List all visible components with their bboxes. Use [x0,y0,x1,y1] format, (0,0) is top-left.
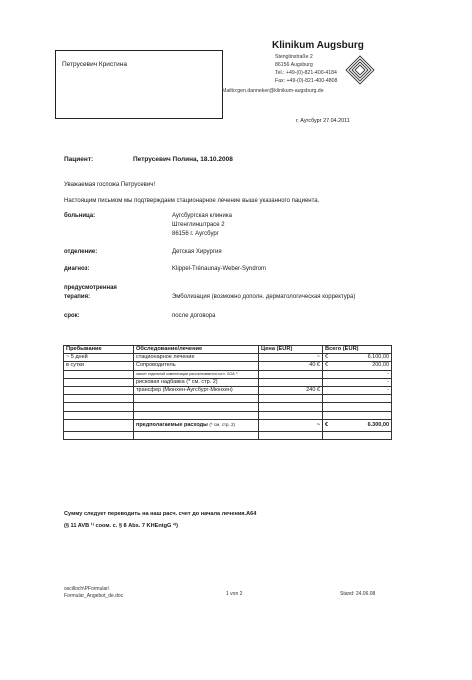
header-stay: Пребывание [64,346,134,354]
cell-price: ~ [259,354,323,362]
cell-currency: € [323,354,336,362]
cell-currency: € [323,362,336,370]
cell-total: - [336,370,392,378]
greeting: Уважаемая госпожа Петрусевич! [64,182,155,188]
department-value: Детская Хирургия [172,249,222,255]
cell-item: засчет отдельной компенсации рассчитываются согл. GOÄ ¹⁾ [134,370,259,378]
cell-price: 240 € [259,386,323,394]
header-price: Цена (EUR) [259,346,323,354]
term-label: срок: [64,313,80,319]
therapy-label-2: терапия: [64,294,91,300]
cell-price [259,378,323,386]
cell-item: стационарное лечение [134,354,259,362]
table-row [64,362,392,370]
cell-total: 200,00 [336,362,392,370]
table-header-row [64,346,392,354]
table-row [64,354,392,362]
clinic-tel: Tel.: +49-(0)-821-400-4184 [275,70,337,76]
table-total-row [64,419,392,431]
cell-price: 40 € [259,362,323,370]
cell-currency [323,378,336,386]
transfer-note-2: (§ 11 AVB ¹⁾ соом. с. § 8 Abs. 7 KHEntgG ²⁾) [64,523,179,529]
footer-path-1: oscilloch\PFormular\ [64,586,110,592]
cell-stay [64,370,134,378]
footer-page-number: 1 von 2 [226,591,243,597]
diagnosis-label: диагноз: [64,266,90,272]
total-price: ~ [259,419,323,431]
cell-currency [323,386,336,394]
clinic-city: 86156 Augsburg [275,62,313,68]
hospital-line-1: Аугсбургская клиника [172,213,232,219]
therapy-value: Эмболизация (возможно дополн. дерматологическая корректура) [172,294,356,300]
table-row [64,386,392,394]
header-total: Всего (EUR) [323,346,392,354]
term-value: после договора [172,313,216,319]
recipient-name: Петрусевич Кристина [62,61,128,68]
cell-currency [323,370,336,378]
hospital-line-3: 86156 г. Аугсбург [172,231,219,237]
table-row-empty [64,403,392,411]
cell-stay [64,378,134,386]
total-currency: € [323,419,336,431]
table-row-empty [64,395,392,403]
clinic-fax: Fax: +49-(0)-821-400-4808 [275,78,338,84]
intro-text: Настоящим письмом мы подтверждаем стационарное лечение выше указанного пациента. [64,198,320,204]
total-amount: 6.300,00 [336,419,392,431]
therapy-label-1: предусмотренная [64,285,117,291]
table-row-empty [64,431,392,439]
clinic-street: Stenglinstraße 2 [275,54,313,60]
total-note: (* см. стр. 2) [209,422,236,428]
hospital-line-2: Штенглинштрасе 2 [172,222,225,228]
department-label: отделение: [64,249,98,255]
cell-stay [64,386,134,394]
cell-item: рисковая надбавка (* см. стр. 2) [134,378,259,386]
table-row-empty [64,411,392,419]
patient-value: Петрусевич Полина, 18.10.2008 [133,156,233,163]
footer-path-2: Formular_Angebot_de.doc [64,593,124,599]
cell-stay: в сутки [64,362,134,370]
cell-price [259,370,323,378]
transfer-note-1: Сумму следует переводить на наш расч. счет до начала лечения.А64 [64,511,257,517]
hospital-label: больница: [64,213,96,219]
table-row [64,378,392,386]
cell-stay: ~ 5 дней [64,354,134,362]
clinic-name: Klinikum Augsburg [272,40,364,51]
klinikum-diamond-logo-icon [343,53,377,87]
cell-total: - [336,378,392,386]
diagnosis-value: Klippel-Trénaunay-Weber-Syndrom [172,266,267,272]
cell-total: 6.100,00 [336,354,392,362]
cell-total: - [336,386,392,394]
recipient-address-box [55,50,223,119]
clinic-email: Mailto:gen.danneker@klinikum-augsburg.de [222,88,324,94]
header-treatment: Обследование/лечение [134,346,259,354]
patient-label: Пациент: [64,156,94,163]
total-label-cell [134,419,259,431]
letter-date: г. Аугсбург 27.04.2011 [296,118,350,124]
cell-item: трансфер (Мюнхен-Аугсбург-Мюнхен) [134,386,259,394]
cost-table [63,345,392,440]
cell-item: Сопроводитель [134,362,259,370]
footer-stand-date: Stand: 24.06.08 [340,591,376,597]
table-row [64,370,392,378]
total-label: предполагаемые расходы [136,422,208,429]
